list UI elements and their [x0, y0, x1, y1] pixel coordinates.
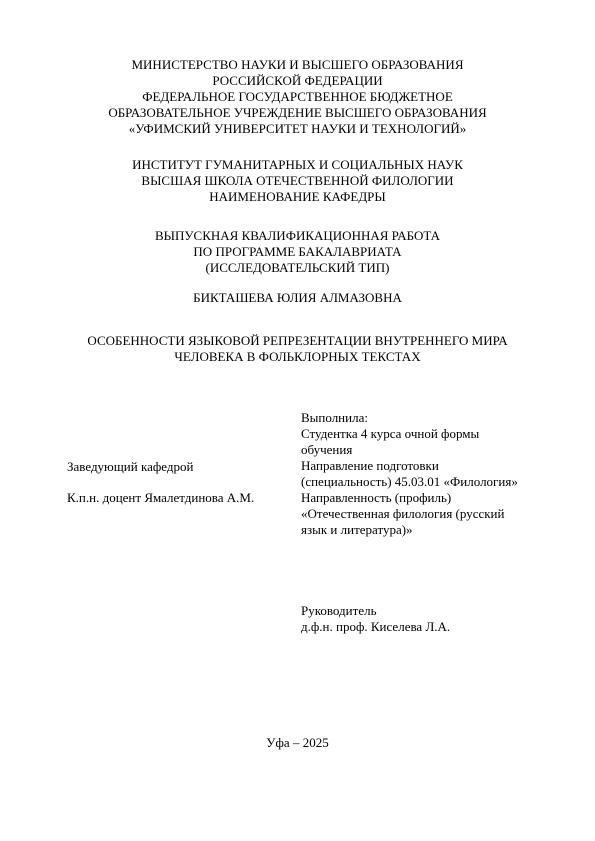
author-name-text: БИКТАШЕВА ЮЛИЯ АЛМАЗОВНА — [193, 290, 402, 305]
ministry-header — [40, 57, 555, 137]
thesis-title-line: ОСОБЕННОСТИ ЯЗЫКОВОЙ РЕПРЕЗЕНТАЦИИ ВНУТРЕННЕГО МИРА — [87, 333, 508, 348]
student-info — [301, 410, 551, 538]
work-type-line: ВЫПУСКНАЯ КВАЛИФИКАЦИОННАЯ РАБОТА — [154, 228, 441, 243]
ministry-line: МИНИСТЕРСТВО НАУКИ И ВЫСШЕГО ОБРАЗОВАНИЯ — [131, 57, 464, 72]
ministry-line: РОССИЙСКОЙ ФЕДЕРАЦИИ — [212, 73, 383, 88]
student-info-line: Направление подготовки — [301, 458, 439, 473]
student-info-line: «Отечественная филология (русский — [301, 506, 505, 521]
institute-header — [40, 157, 555, 205]
thesis-title-line: ЧЕЛОВЕКА В ФОЛЬКЛОРНЫХ ТЕКСТАХ — [174, 349, 421, 364]
supervisor-info — [301, 603, 551, 635]
head-of-department-label: Заведующий кафедрой — [67, 459, 194, 474]
ministry-line: ФЕДЕРАЛЬНОЕ ГОСУДАРСТВЕННОЕ БЮДЖЕТНОЕ — [142, 89, 453, 104]
ministry-line: ОБРАЗОВАТЕЛЬНОЕ УЧРЕЖДЕНИЕ ВЫСШЕГО ОБРАЗОВАНИЯ — [108, 105, 487, 120]
supervisor-name: д.ф.н. проф. Киселева Л.А. — [301, 619, 451, 634]
thesis-title — [40, 333, 555, 365]
work-type — [40, 228, 555, 276]
department-name: НАИМЕНОВАНИЕ КАФЕДРЫ — [209, 189, 386, 204]
work-type-line: ПО ПРОГРАММЕ БАКАЛАВРИАТА — [193, 244, 402, 259]
student-info-line: Студентка 4 курса очной формы — [301, 426, 480, 441]
institute-name: ИНСТИТУТ ГУМАНИТАРНЫХ И СОЦИАЛЬНЫХ НАУК — [132, 157, 463, 172]
student-info-line: Направленность (профиль) — [301, 490, 452, 505]
city-year: Уфа – 2025 — [266, 735, 329, 750]
head-of-department-name: К.п.н. доцент Ямалетдинова А.М. — [67, 490, 255, 505]
author-name — [40, 290, 555, 306]
student-info-line: (специальность) 45.03.01 «Филология» — [301, 474, 518, 489]
university-name: «УФИМСКИЙ УНИВЕРСИТЕТ НАУКИ И ТЕХНОЛОГИЙ» — [128, 121, 467, 136]
student-info-line: Выполнила: — [301, 410, 368, 425]
student-info-line: язык и литература)» — [301, 522, 413, 537]
work-type-line: (ИССЛЕДОВАТЕЛЬСКИЙ ТИП) — [205, 260, 390, 275]
student-info-line: обучения — [301, 442, 353, 457]
supervisor-label: Руководитель — [301, 603, 377, 618]
school-name: ВЫСШАЯ ШКОЛА ОТЕЧЕСТВЕННОЙ ФИЛОЛОГИИ — [141, 173, 454, 188]
